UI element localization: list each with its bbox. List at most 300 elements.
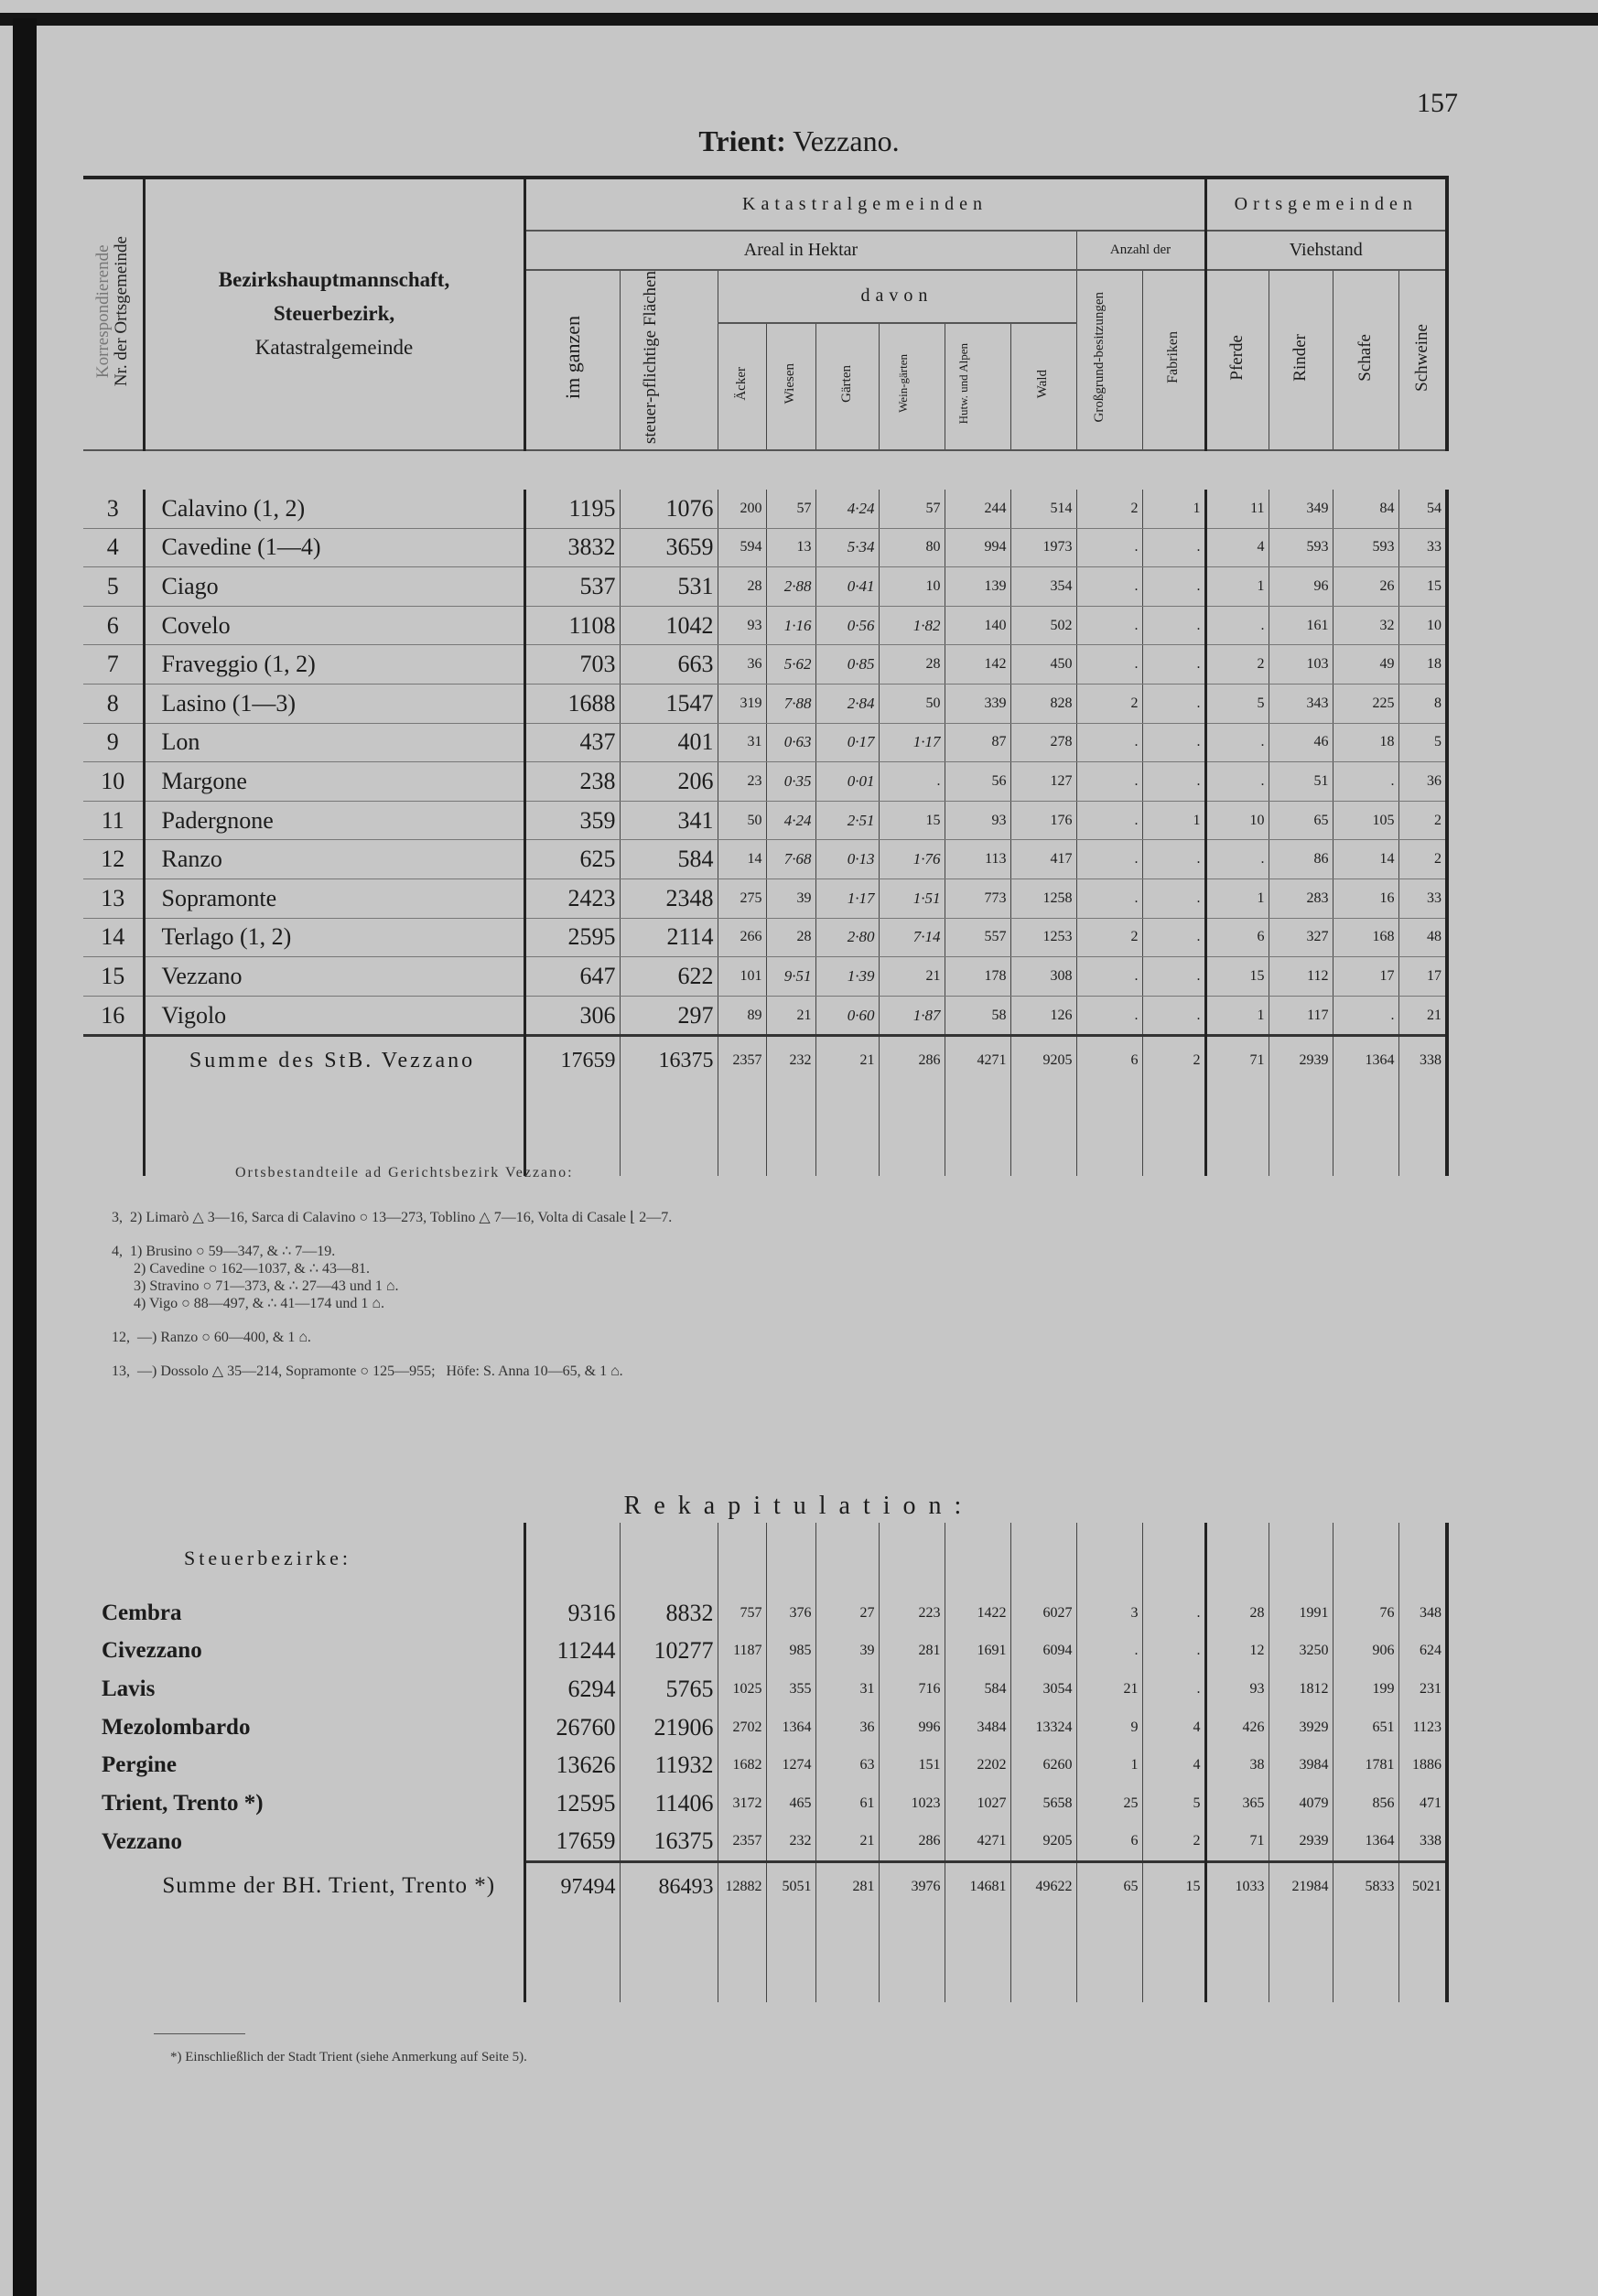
footnote-rule: [154, 2033, 245, 2034]
group-header-davon: davon: [718, 270, 1076, 323]
recap-cell-hutweiden: 4271: [945, 1823, 1010, 1862]
cell-schafe: 105: [1333, 801, 1398, 840]
note-line: 4, 1) Brusino ○ 59—347, & ∴ 7—19.: [112, 1244, 336, 1259]
cell-fabriken: .: [1142, 645, 1205, 684]
cell-wald: 308: [1010, 957, 1076, 997]
cell-weingaerten: 1·82: [879, 606, 945, 645]
cell-fabriken: .: [1142, 723, 1205, 762]
cell-schweine: 5: [1398, 723, 1447, 762]
col-header-grossgrund: Großgrund-besitzungen: [1076, 270, 1142, 450]
cell-fabriken: .: [1142, 840, 1205, 879]
recap-cell-wiesen: 465: [766, 1784, 815, 1823]
recap-cell-grossgrund: .: [1076, 1633, 1142, 1671]
cell-steuerpfl: 206: [620, 762, 718, 802]
scan-border-top: [0, 13, 1598, 26]
recap-row-name: Vezzano: [102, 1829, 182, 1855]
recap-cell-rinder: 4079: [1269, 1784, 1333, 1823]
row-name: Ciago: [144, 567, 524, 607]
recap-cell-acker: 12882: [718, 1862, 766, 1912]
cell-im-ganzen: 537: [524, 567, 620, 607]
group-header-katastral: Katastralgemeinden: [524, 178, 1205, 231]
recap-cell-grossgrund: 65: [1076, 1862, 1142, 1912]
cell-schafe: 593: [1333, 528, 1398, 567]
sum-row: [83, 1036, 1447, 1085]
cell-acker: 23: [718, 762, 766, 802]
recap-cell-fabriken: 15: [1142, 1862, 1205, 1912]
recap-cell-pferde: 93: [1205, 1670, 1269, 1709]
recap-row-name: Cembra: [102, 1600, 182, 1625]
recap-cell-acker: 1025: [718, 1670, 766, 1709]
cell-fabriken: .: [1142, 918, 1205, 957]
cell-pferde: 10: [1205, 801, 1269, 840]
cell-weingaerten: 57: [879, 490, 945, 528]
row-nr: 3: [83, 490, 144, 528]
notes-heading: Ortsbestandteile ad Gerichtsbezirk Vezzano:: [235, 1165, 574, 1180]
recap-row: [83, 1709, 1447, 1747]
cell-acker: 89: [718, 996, 766, 1036]
cell-grossgrund: .: [1076, 996, 1142, 1036]
table-row: [83, 567, 1447, 607]
cell-pferde: 6: [1205, 918, 1269, 957]
table-row: [83, 879, 1447, 918]
cell-schweine: 10: [1398, 606, 1447, 645]
cell-wiesen: 28: [766, 918, 815, 957]
row-nr: 8: [83, 684, 144, 724]
recap-cell-wiesen: 1274: [766, 1746, 815, 1784]
table-row: [83, 723, 1447, 762]
cell-wiesen: 9·51: [766, 957, 815, 997]
cell-gaerten: 0·13: [815, 840, 879, 879]
recap-cell-weingaerten: 716: [879, 1670, 945, 1709]
recap-cell-schweine: 5021: [1398, 1862, 1447, 1912]
recap-sum-label: Summe der BH. Trient, Trento *): [162, 1873, 496, 1899]
cell-pferde: 1: [1205, 567, 1269, 607]
recap-cell-schafe: 1364: [1333, 1823, 1398, 1862]
group-header-viehstand: Viehstand: [1205, 231, 1447, 270]
note-line: 3, 2) Limarò △ 3—16, Sarca di Calavino ○ 13—273, Toblino △ 7—16, Volta di Casale ⌊ 2—7.: [112, 1210, 673, 1225]
recap-row-name: Trient, Trento *): [102, 1790, 264, 1816]
page-title: [0, 124, 1598, 158]
recap-cell-im-ganzen: 97494: [524, 1862, 620, 1912]
cell-schweine: 36: [1398, 762, 1447, 802]
cell-weingaerten: 10: [879, 567, 945, 607]
cell-schweine: 15: [1398, 567, 1447, 607]
cell-hutweiden: 113: [945, 840, 1010, 879]
recap-row: [83, 1784, 1447, 1823]
recap-cell-wald: 6260: [1010, 1746, 1076, 1784]
recap-cell-steuerpfl: 11406: [620, 1784, 718, 1823]
group-header-areal: Areal in Hektar: [524, 231, 1076, 270]
cell-grossgrund: .: [1076, 606, 1142, 645]
cell-pferde: 11: [1205, 490, 1269, 528]
recap-cell-wald: 6094: [1010, 1633, 1076, 1671]
cell-grossgrund: 2: [1076, 490, 1142, 528]
cell-steuerpfl: 401: [620, 723, 718, 762]
recap-cell-pferde: 12: [1205, 1633, 1269, 1671]
recap-cell-hutweiden: 3484: [945, 1709, 1010, 1747]
row-nr: 6: [83, 606, 144, 645]
recap-cell-grossgrund: 1: [1076, 1746, 1142, 1784]
row-name: Vezzano: [144, 957, 524, 997]
sum-schweine: 338: [1398, 1036, 1447, 1085]
cell-rinder: 593: [1269, 528, 1333, 567]
group-header-orts: Ortsgemeinden: [1205, 178, 1447, 231]
recap-cell-weingaerten: 223: [879, 1594, 945, 1633]
table-row: [83, 801, 1447, 840]
row-name: Padergnone: [144, 801, 524, 840]
cell-fabriken: .: [1142, 684, 1205, 724]
cell-schweine: 2: [1398, 801, 1447, 840]
cell-hutweiden: 93: [945, 801, 1010, 840]
cell-grossgrund: .: [1076, 879, 1142, 918]
recap-cell-hutweiden: 584: [945, 1670, 1010, 1709]
cell-grossgrund: .: [1076, 762, 1142, 802]
row-name: Terlago (1, 2): [144, 918, 524, 957]
cell-schafe: 14: [1333, 840, 1398, 879]
cell-fabriken: .: [1142, 879, 1205, 918]
cell-weingaerten: 50: [879, 684, 945, 724]
recap-cell-schafe: 76: [1333, 1594, 1398, 1633]
row-name: Margone: [144, 762, 524, 802]
footnote: *) Einschließlich der Stadt Trient (siehe Anmerkung auf Seite 5).: [170, 2050, 527, 2064]
cell-steuerpfl: 622: [620, 957, 718, 997]
cell-wiesen: 5·62: [766, 645, 815, 684]
cell-im-ganzen: 1688: [524, 684, 620, 724]
recap-cell-wiesen: 232: [766, 1823, 815, 1862]
row-nr: 12: [83, 840, 144, 879]
recap-cell-wald: 6027: [1010, 1594, 1076, 1633]
cell-weingaerten: 80: [879, 528, 945, 567]
title-district: Trient:: [698, 124, 786, 157]
cell-pferde: 1: [1205, 996, 1269, 1036]
cell-hutweiden: 87: [945, 723, 1010, 762]
recap-row: [83, 1746, 1447, 1784]
cell-gaerten: 2·51: [815, 801, 879, 840]
recap-cell-schafe: 1781: [1333, 1746, 1398, 1784]
cell-rinder: 65: [1269, 801, 1333, 840]
recap-cell-wald: 3054: [1010, 1670, 1076, 1709]
row-name: Ranzo: [144, 840, 524, 879]
recap-cell-rinder: 3929: [1269, 1709, 1333, 1747]
recap-cell-steuerpfl: 16375: [620, 1823, 718, 1862]
recap-cell-im-ganzen: 12595: [524, 1784, 620, 1823]
cell-schweine: 2: [1398, 840, 1447, 879]
cell-wald: 502: [1010, 606, 1076, 645]
row-name: Cavedine (1—4): [144, 528, 524, 567]
cell-schafe: 18: [1333, 723, 1398, 762]
cell-wald: 1258: [1010, 879, 1076, 918]
cell-rinder: 46: [1269, 723, 1333, 762]
recap-cell-schweine: 471: [1398, 1784, 1447, 1823]
recap-cell-grossgrund: 6: [1076, 1823, 1142, 1862]
recap-cell-grossgrund: 25: [1076, 1784, 1142, 1823]
cell-schafe: 49: [1333, 645, 1398, 684]
cell-wiesen: 2·88: [766, 567, 815, 607]
cell-gaerten: 0·41: [815, 567, 879, 607]
recap-cell-acker: 3172: [718, 1784, 766, 1823]
cell-gaerten: 5·34: [815, 528, 879, 567]
table-row: [83, 490, 1447, 528]
note-line: 3) Stravino ○ 71—373, & ∴ 27—43 und 1 ⌂.: [112, 1278, 399, 1294]
col-header-name: Bezirkshauptmannschaft, Steuerbezirk, Katastralgemeinde: [144, 178, 524, 450]
cell-rinder: 103: [1269, 645, 1333, 684]
cell-steuerpfl: 663: [620, 645, 718, 684]
cell-acker: 101: [718, 957, 766, 997]
note-line: 4) Vigo ○ 88—497, & ∴ 41—174 und 1 ⌂.: [112, 1296, 384, 1311]
recap-cell-steuerpfl: 86493: [620, 1862, 718, 1912]
cell-steuerpfl: 2114: [620, 918, 718, 957]
cell-weingaerten: .: [879, 762, 945, 802]
recap-cell-gaerten: 21: [815, 1823, 879, 1862]
cell-schweine: 18: [1398, 645, 1447, 684]
recap-cell-gaerten: 27: [815, 1594, 879, 1633]
sum-schafe: 1364: [1333, 1036, 1398, 1085]
row-nr: 5: [83, 567, 144, 607]
cell-wald: 126: [1010, 996, 1076, 1036]
row-nr: 11: [83, 801, 144, 840]
row-name: Lasino (1—3): [144, 684, 524, 724]
recap-cell-hutweiden: 1027: [945, 1784, 1010, 1823]
recap-cell-acker: 1682: [718, 1746, 766, 1784]
col-header-wald: Wald: [1010, 323, 1076, 450]
recap-cell-grossgrund: 21: [1076, 1670, 1142, 1709]
recap-cell-schweine: 1123: [1398, 1709, 1447, 1747]
main-table-body: [83, 450, 1447, 1176]
cell-schweine: 33: [1398, 528, 1447, 567]
recap-cell-pferde: 38: [1205, 1746, 1269, 1784]
cell-hutweiden: 994: [945, 528, 1010, 567]
sum-wiesen: 232: [766, 1036, 815, 1085]
cell-pferde: 5: [1205, 684, 1269, 724]
cell-acker: 275: [718, 879, 766, 918]
cell-pferde: .: [1205, 762, 1269, 802]
cell-im-ganzen: 437: [524, 723, 620, 762]
title-subdistrict: Vezzano.: [793, 124, 900, 157]
recap-cell-gaerten: 281: [815, 1862, 879, 1912]
recap-cell-schafe: 199: [1333, 1670, 1398, 1709]
recap-cell-weingaerten: 3976: [879, 1862, 945, 1912]
cell-rinder: 283: [1269, 879, 1333, 918]
cell-steuerpfl: 531: [620, 567, 718, 607]
recap-cell-schweine: 624: [1398, 1633, 1447, 1671]
col-header-nr: Korrespondierende Nr. der Ortsgemeinde: [83, 178, 144, 450]
recap-row-name: Mezolombardo: [102, 1714, 251, 1740]
cell-fabriken: 1: [1142, 801, 1205, 840]
cell-weingaerten: 15: [879, 801, 945, 840]
col-header-acker: Äcker: [718, 323, 766, 450]
cell-im-ganzen: 359: [524, 801, 620, 840]
cell-schafe: 26: [1333, 567, 1398, 607]
table-row: [83, 528, 1447, 567]
row-nr: 10: [83, 762, 144, 802]
cell-schweine: 17: [1398, 957, 1447, 997]
table-row: [83, 957, 1447, 997]
notes-section: [112, 1164, 672, 1380]
cell-gaerten: 0·01: [815, 762, 879, 802]
cell-schafe: 16: [1333, 879, 1398, 918]
cell-hutweiden: 142: [945, 645, 1010, 684]
cell-pferde: 4: [1205, 528, 1269, 567]
cell-fabriken: .: [1142, 996, 1205, 1036]
cell-gaerten: 0·56: [815, 606, 879, 645]
cell-hutweiden: 140: [945, 606, 1010, 645]
recap-cell-fabriken: .: [1142, 1670, 1205, 1709]
recap-cell-fabriken: 2: [1142, 1823, 1205, 1862]
cell-rinder: 112: [1269, 957, 1333, 997]
cell-rinder: 343: [1269, 684, 1333, 724]
sum-steuerpfl: 16375: [620, 1036, 718, 1085]
recap-cell-hutweiden: 14681: [945, 1862, 1010, 1912]
table-row: [83, 762, 1447, 802]
sum-pferde: 71: [1205, 1036, 1269, 1085]
sum-im-ganzen: 17659: [524, 1036, 620, 1085]
recap-cell-fabriken: .: [1142, 1633, 1205, 1671]
cell-schafe: 32: [1333, 606, 1398, 645]
recap-cell-hutweiden: 1691: [945, 1633, 1010, 1671]
cell-rinder: 327: [1269, 918, 1333, 957]
recap-cell-weingaerten: 281: [879, 1633, 945, 1671]
cell-acker: 200: [718, 490, 766, 528]
cell-wiesen: 1·16: [766, 606, 815, 645]
cell-grossgrund: .: [1076, 567, 1142, 607]
cell-grossgrund: .: [1076, 528, 1142, 567]
cell-acker: 31: [718, 723, 766, 762]
recap-cell-gaerten: 63: [815, 1746, 879, 1784]
cell-hutweiden: 557: [945, 918, 1010, 957]
sum-rinder: 2939: [1269, 1036, 1333, 1085]
note-line: [112, 1312, 672, 1329]
recap-cell-steuerpfl: 8832: [620, 1594, 718, 1633]
recap-cell-pferde: 426: [1205, 1709, 1269, 1747]
cell-wald: 417: [1010, 840, 1076, 879]
cell-im-ganzen: 1108: [524, 606, 620, 645]
recap-cell-rinder: 1812: [1269, 1670, 1333, 1709]
cell-grossgrund: .: [1076, 957, 1142, 997]
col-header-hutweiden: Hutw. und Alpen: [945, 323, 1010, 450]
cell-acker: 28: [718, 567, 766, 607]
cell-gaerten: 0·60: [815, 996, 879, 1036]
recap-cell-pferde: 28: [1205, 1594, 1269, 1633]
col-header-steuerpfl: steuer-pflichtige Flächen: [620, 270, 718, 450]
cell-wiesen: 7·88: [766, 684, 815, 724]
recap-cell-weingaerten: 286: [879, 1823, 945, 1862]
cell-schweine: 54: [1398, 490, 1447, 528]
row-name: Lon: [144, 723, 524, 762]
row-nr: 13: [83, 879, 144, 918]
recap-cell-steuerpfl: 21906: [620, 1709, 718, 1747]
recap-cell-fabriken: 4: [1142, 1746, 1205, 1784]
recap-cell-acker: 757: [718, 1594, 766, 1633]
recap-cell-pferde: 71: [1205, 1823, 1269, 1862]
row-name: Covelo: [144, 606, 524, 645]
col-header-wiesen: Wiesen: [766, 323, 815, 450]
recap-cell-wiesen: 355: [766, 1670, 815, 1709]
cell-acker: 594: [718, 528, 766, 567]
cell-grossgrund: .: [1076, 645, 1142, 684]
cell-rinder: 117: [1269, 996, 1333, 1036]
table-row: [83, 684, 1447, 724]
recap-cell-im-ganzen: 13626: [524, 1746, 620, 1784]
cell-wiesen: 0·35: [766, 762, 815, 802]
scan-border-left: [13, 18, 37, 2296]
cell-schafe: 17: [1333, 957, 1398, 997]
cell-hutweiden: 339: [945, 684, 1010, 724]
recap-cell-acker: 2357: [718, 1823, 766, 1862]
recap-cell-wiesen: 985: [766, 1633, 815, 1671]
recap-cell-rinder: 21984: [1269, 1862, 1333, 1912]
sum-fabriken: 2: [1142, 1036, 1205, 1085]
main-table: [83, 176, 1449, 1176]
cell-gaerten: 2·80: [815, 918, 879, 957]
cell-pferde: .: [1205, 606, 1269, 645]
recap-row-name: Lavis: [102, 1676, 156, 1701]
recap-cell-fabriken: 4: [1142, 1709, 1205, 1747]
cell-gaerten: 2·84: [815, 684, 879, 724]
cell-im-ganzen: 647: [524, 957, 620, 997]
cell-wiesen: 57: [766, 490, 815, 528]
cell-wald: 354: [1010, 567, 1076, 607]
recap-cell-hutweiden: 1422: [945, 1594, 1010, 1633]
cell-fabriken: .: [1142, 606, 1205, 645]
recap-cell-schafe: 856: [1333, 1784, 1398, 1823]
recap-cell-weingaerten: 1023: [879, 1784, 945, 1823]
cell-acker: 14: [718, 840, 766, 879]
cell-weingaerten: 1·76: [879, 840, 945, 879]
recap-cell-wiesen: 5051: [766, 1862, 815, 1912]
recap-cell-pferde: 365: [1205, 1784, 1269, 1823]
row-name: Vigolo: [144, 996, 524, 1036]
recap-cell-schweine: 348: [1398, 1594, 1447, 1633]
row-name: Sopramonte: [144, 879, 524, 918]
recap-cell-weingaerten: 996: [879, 1709, 945, 1747]
row-nr: 15: [83, 957, 144, 997]
col-header-im-ganzen: im ganzen: [524, 270, 620, 450]
recap-cell-schweine: 338: [1398, 1823, 1447, 1862]
cell-hutweiden: 56: [945, 762, 1010, 802]
cell-wiesen: 21: [766, 996, 815, 1036]
table-row: [83, 918, 1447, 957]
cell-pferde: .: [1205, 723, 1269, 762]
row-nr: 14: [83, 918, 144, 957]
recap-cell-steuerpfl: 11932: [620, 1746, 718, 1784]
cell-gaerten: 0·17: [815, 723, 879, 762]
cell-hutweiden: 58: [945, 996, 1010, 1036]
cell-weingaerten: 1·87: [879, 996, 945, 1036]
cell-rinder: 51: [1269, 762, 1333, 802]
cell-im-ganzen: 1195: [524, 490, 620, 528]
note-line: 12, —) Ranzo ○ 60—400, & 1 ⌂.: [112, 1330, 311, 1345]
recap-row: [83, 1670, 1447, 1709]
recap-cell-schweine: 231: [1398, 1670, 1447, 1709]
note-line: [112, 1346, 672, 1363]
cell-pferde: 1: [1205, 879, 1269, 918]
cell-im-ganzen: 625: [524, 840, 620, 879]
cell-acker: 36: [718, 645, 766, 684]
recap-cell-im-ganzen: 11244: [524, 1633, 620, 1671]
sum-grossgrund: 6: [1076, 1036, 1142, 1085]
row-nr: 4: [83, 528, 144, 567]
sum-label: Summe des StB. Vezzano: [144, 1036, 524, 1085]
recap-cell-fabriken: 5: [1142, 1784, 1205, 1823]
table-row: [83, 606, 1447, 645]
table-row: [83, 645, 1447, 684]
row-name: Fraveggio (1, 2): [144, 645, 524, 684]
row-nr: 9: [83, 723, 144, 762]
row-nr: 7: [83, 645, 144, 684]
row-name: Calavino (1, 2): [144, 490, 524, 528]
table-row: [83, 996, 1447, 1036]
cell-wald: 127: [1010, 762, 1076, 802]
